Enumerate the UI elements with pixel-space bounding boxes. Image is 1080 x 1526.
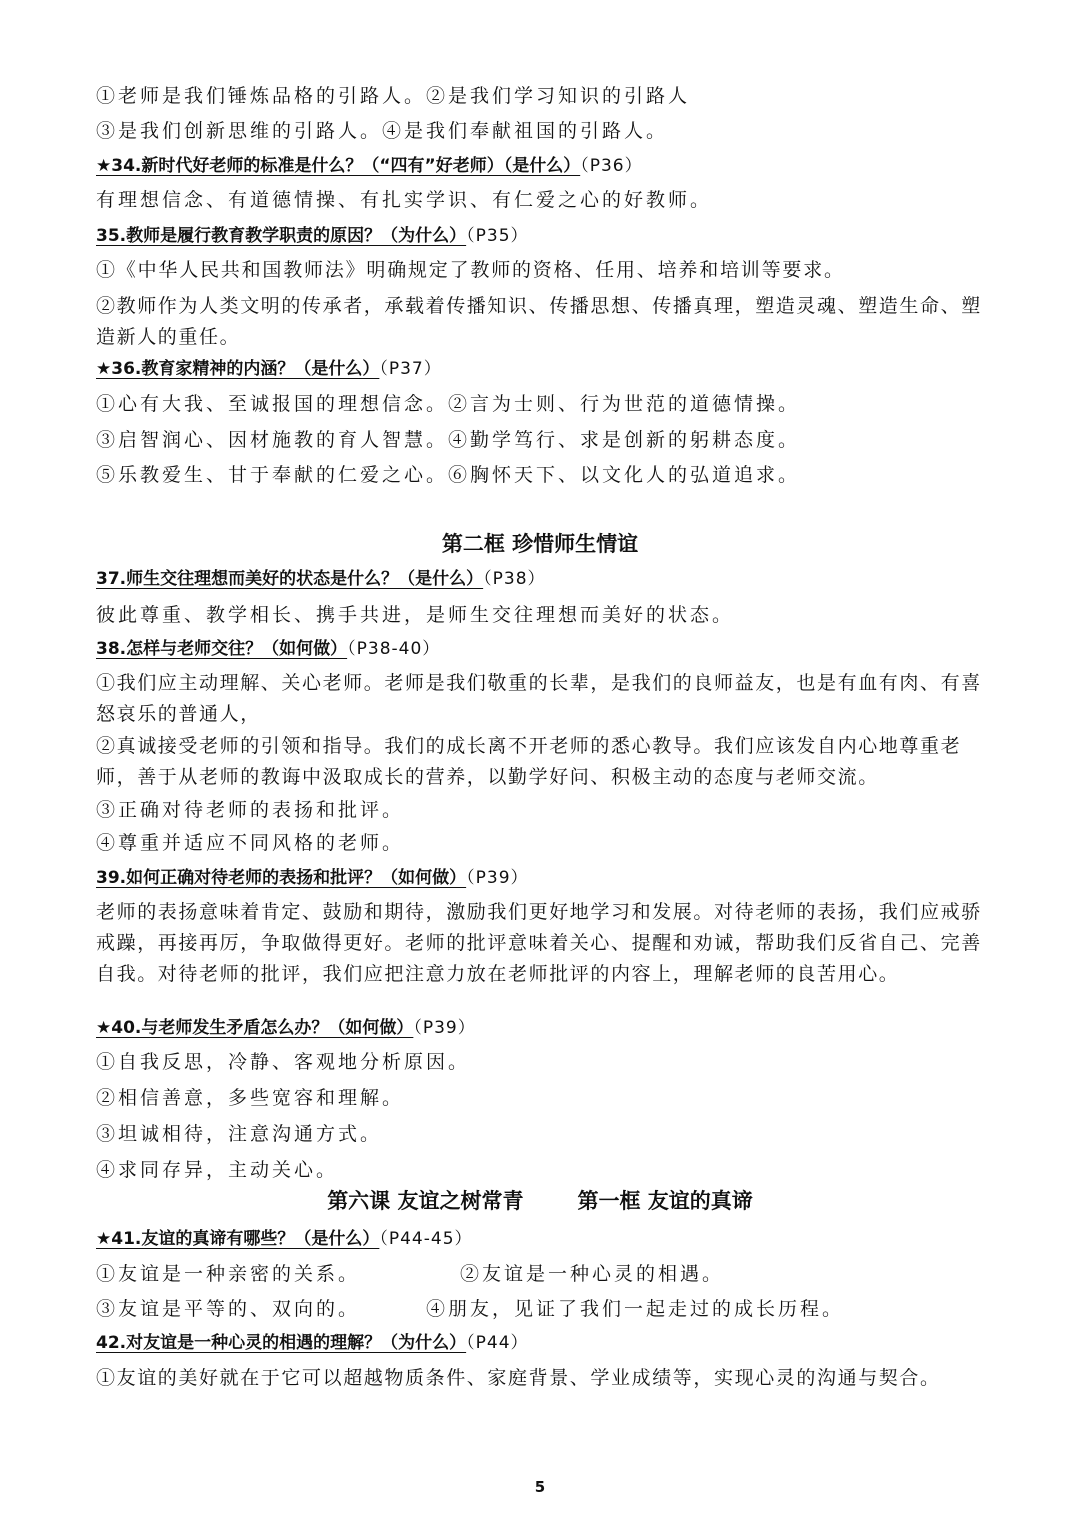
question-40-page: （P39）	[413, 1018, 476, 1038]
answer-38-point-4: ④尊重并适应不同风格的老师。	[96, 832, 405, 854]
answer-38-point-1: ①我们应主动理解、关心老师。老师是我们敬重的长辈，是我们的良师益友，也是有血有肉、有喜怒哀乐的普通人，	[96, 672, 982, 725]
answer-37: 彼此尊重、教学相长、携手共进，是师生交往理想而美好的状态。	[96, 604, 735, 626]
question-42-page: （P44）	[466, 1333, 529, 1353]
question-35	[96, 222, 986, 250]
answer-40-point-4: ④求同存异，主动关心。	[96, 1159, 339, 1181]
question-37-page: （P38）	[483, 569, 546, 589]
answer-39: 老师的表扬意味着肯定、鼓励和期待，激励我们更好地学习和发展。对待老师的表扬，我们应戒骄戒躁，再接再厉，争取做得更好。老师的批评意味着关心、提醒和劝诫，帮助我们反省自己、完善自我。对待老师的批评，我们应把注意力放在老师批评的内容上，理解老师的良苦用心。	[96, 901, 982, 985]
answer-40-point-1: ①自我反思，冷静、客观地分析原因。	[96, 1051, 471, 1073]
question-35-title: 35.教师是履行教育教学职责的原因？（为什么）	[96, 226, 467, 246]
page-number: 5	[534, 1478, 546, 1496]
answer-33-line-1: ①老师是我们锤炼品格的引路人。②是我们学习知识的引路人	[96, 85, 691, 107]
question-37	[96, 565, 986, 593]
answer-35-point-2: ②教师作为人类文明的传承者，承载着传播知识、传播思想、传播真理，塑造灵魂、塑造生命、塑造新人的重任。	[96, 295, 982, 348]
lesson-heading	[0, 1184, 1080, 1218]
question-40-title: ★40.与老师发生矛盾怎么办？（如何做）	[96, 1018, 414, 1038]
answer-42: ①友谊的美好就在于它可以超越物质条件、家庭背景、学业成绩等，实现心灵的沟通与契合。	[96, 1367, 941, 1389]
answer-38-point-3: ③正确对待老师的表扬和批评。	[96, 799, 405, 821]
question-36-title: ★36.教育家精神的内涵？（是什么）	[96, 359, 380, 379]
answer-36-line-1: ①心有大我、至诚报国的理想信念。②言为士则、行为世范的道德情操。	[96, 393, 801, 415]
section-heading-2: 第二框 珍惜师生情谊	[441, 532, 639, 556]
answer-41-row-2	[96, 1292, 986, 1326]
question-42	[96, 1329, 986, 1357]
lesson-title: 第六课 友谊之树常青	[327, 1189, 524, 1213]
question-36	[96, 355, 986, 383]
answer-41-point-2: ②友谊是一种心灵的相遇。	[460, 1263, 725, 1285]
question-40	[96, 1014, 986, 1042]
answer-34: 有理想信念、有道德情操、有扎实学识、有仁爱之心的好教师。	[96, 189, 713, 211]
question-39-title: 39.如何正确对待老师的表扬和批评？（如何做）	[96, 868, 467, 888]
question-39-page: （P39）	[466, 868, 529, 888]
frame-title: 第一框 友谊的真谛	[577, 1189, 753, 1213]
question-41-page: （P44-45）	[379, 1229, 473, 1249]
question-38	[96, 635, 986, 663]
answer-41-row-1	[96, 1257, 986, 1291]
answer-35-point-1: ①《中华人民共和国教师法》明确规定了教师的资格、任用、培养和培训等要求。	[96, 259, 845, 281]
answer-41-point-3: ③友谊是平等的、双向的。	[96, 1298, 361, 1320]
question-35-page: （P35）	[466, 226, 529, 246]
question-34-page: （P36）	[580, 156, 643, 176]
question-41-title: ★41.友谊的真谛有哪些？（是什么）	[96, 1229, 380, 1249]
question-41	[96, 1225, 986, 1253]
question-39	[96, 864, 986, 892]
question-38-title: 38.怎样与老师交往？（如何做）	[96, 639, 348, 659]
question-37-title: 37.师生交往理想而美好的状态是什么？（是什么）	[96, 569, 484, 589]
answer-36-line-2: ③启智润心、因材施教的育人智慧。④勤学笃行、求是创新的躬耕态度。	[96, 429, 801, 451]
question-34-title: ★34.新时代好老师的标准是什么？（“四有”好老师）（是什么）	[96, 156, 581, 176]
answer-40-point-2: ②相信善意，多些宽容和理解。	[96, 1087, 405, 1109]
question-34	[96, 152, 986, 180]
answer-36-line-3: ⑤乐教爱生、甘于奉献的仁爱之心。⑥胸怀天下、以文化人的弘道追求。	[96, 464, 801, 486]
question-36-page: （P37）	[379, 359, 442, 379]
answer-38-point-2: ②真诚接受老师的引领和指导。我们的成长离不开老师的悉心教导。我们应该发自内心地尊重老师，善于从老师的教诲中汲取成长的营养，以勤学好问、积极主动的态度与老师交流。	[96, 735, 962, 788]
question-38-page: （P38-40）	[347, 639, 441, 659]
answer-40-point-3: ③坦诚相待，注意沟通方式。	[96, 1123, 383, 1145]
answer-41-point-1: ①友谊是一种亲密的关系。	[96, 1263, 361, 1285]
question-42-title: 42.对友谊是一种心灵的相遇的理解？（为什么）	[96, 1333, 467, 1353]
answer-41-point-4: ④朋友，见证了我们一起走过的成长历程。	[426, 1298, 845, 1320]
answer-33-line-2: ③是我们创新思维的引路人。④是我们奉献祖国的引路人。	[96, 120, 669, 142]
